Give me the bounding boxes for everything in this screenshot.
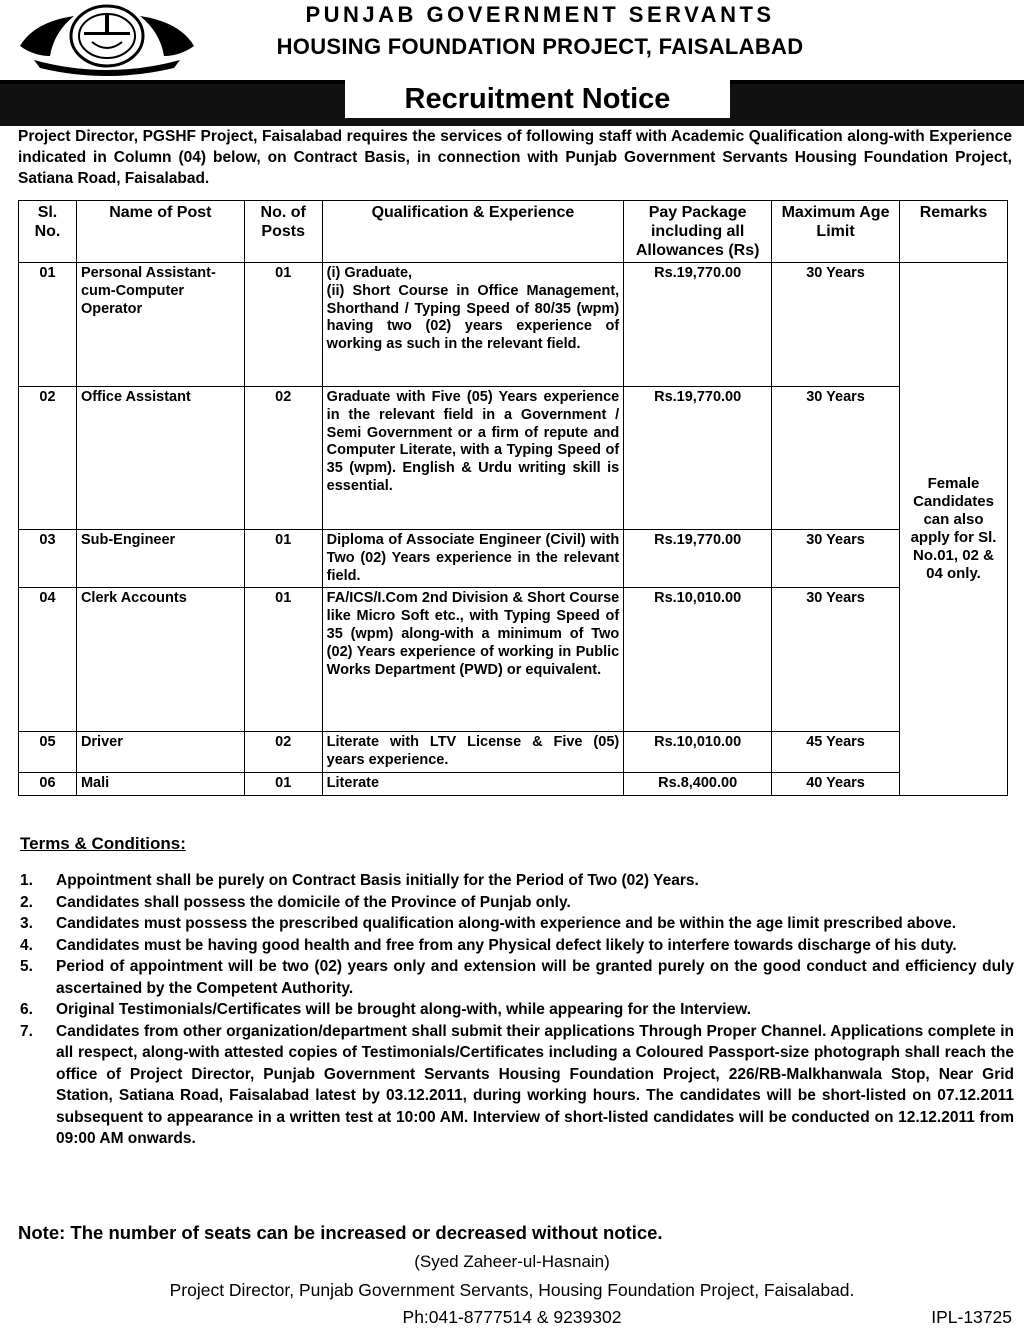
cell-pay: Rs.19,770.00 [624, 530, 772, 588]
table-row [19, 588, 1008, 732]
cell-sl-no: 05 [19, 732, 77, 773]
list-item [18, 1021, 1014, 1150]
cell-sl-no: 04 [19, 588, 77, 732]
term-text: Candidates from other organization/department shall submit their applications Through Proper Channel. Applications complete in all respect, along-with attested copies of Testimonials/Certificates including a Coloured Passport-size photograph shall reach the office of Project Director, Punjab Government Servants Housing Foundation Project, 226/RB-Malkhanwala Stop, Near Grid Station, Satiana Road, Faisalabad latest by 03.12.2011, during working hours. The candidates will be short-listed on 07.12.2011 subsequent to appearance in a written test at 10:00 AM. Interview of short-listed candidates will be conducted on 12.12.2011 from 09:00 AM onwards. [56, 1022, 1014, 1147]
term-text: Appointment shall be purely on Contract Basis initially for the Period of Two (02) Years. [56, 872, 699, 889]
cell-qualification: FA/ICS/I.Com 2nd Division & Short Course like Micro Soft etc., with Typing Speed of 35 (wpm) along-with a minimum of Two (02) Years experience of working in Public Works Department (PWD) or equivalent. [322, 588, 624, 732]
term-number: 1. [20, 872, 33, 889]
cell-no-of-posts: 01 [244, 772, 322, 795]
header-pay-package: Pay Package including all Allowances (Rs) [624, 201, 772, 263]
list-item [18, 870, 1014, 892]
cell-post-name: Driver [76, 732, 244, 773]
cell-qualification: Literate with LTV License & Five (05) years experience. [322, 732, 624, 773]
list-item [18, 999, 1014, 1021]
cell-no-of-posts: 02 [244, 732, 322, 773]
cell-sl-no: 06 [19, 772, 77, 795]
cell-pay: Rs.10,010.00 [624, 588, 772, 732]
term-number: 6. [20, 1001, 33, 1018]
table-row [19, 530, 1008, 588]
note-text: Note: The number of seats can be increased or decreased without notice. [18, 1222, 663, 1243]
cell-age: 30 Years [772, 263, 900, 387]
table-row [19, 387, 1008, 530]
table-row [19, 732, 1008, 773]
cell-qualification: Diploma of Associate Engineer (Civil) with Two (02) Years experience in the relevant field. [322, 530, 624, 588]
cell-post-name: Personal Assistant-cum-Computer Operator [76, 263, 244, 387]
signatory-name: (Syed Zaheer-ul-Hasnain) [414, 1252, 610, 1271]
term-number: 4. [20, 936, 33, 954]
table-row [19, 263, 1008, 387]
cell-sl-no: 02 [19, 387, 77, 530]
cell-post-name: Sub-Engineer [76, 530, 244, 588]
header-max-age: Maximum Age Limit [772, 201, 900, 263]
list-item [18, 935, 1014, 957]
term-text: Original Testimonials/Certificates will be brought along-with, while appearing for the Interview. [56, 1001, 752, 1018]
header-line-2: HOUSING FOUNDATION PROJECT, FAISALABAD [276, 34, 804, 59]
cell-post-name: Clerk Accounts [76, 588, 244, 732]
list-item [18, 892, 1014, 914]
term-text: Period of appointment will be two (02) years only and extension will be granted purely on the good conduct and efficiency duly ascertained by the Competent Authority. [56, 958, 1014, 997]
header-no-of-posts: No. of Posts [244, 201, 322, 263]
term-number: 5. [20, 958, 33, 975]
cell-pay: Rs.10,010.00 [624, 732, 772, 773]
cell-age: 45 Years [772, 732, 900, 773]
signatory-phone: Ph:041-8777514 & 9239302 [402, 1307, 622, 1327]
cell-qualification: Graduate with Five (05) Years experience in the relevant field in a Government / Semi Government or a firm of repute and Computer Literate, with a Typing Speed of 35 (wpm). English & Urdu writing skill is essential. [322, 387, 624, 530]
cell-remarks: Female Candidates can also apply for Sl. No.01, 02 & 04 only. [899, 263, 1007, 796]
signatory-title: Project Director, Punjab Government Servants, Housing Foundation Project, Faisalabad. [169, 1280, 855, 1300]
cell-age: 30 Years [772, 588, 900, 732]
cell-post-name: Mali [76, 772, 244, 795]
cell-age: 30 Years [772, 530, 900, 588]
header-qualification: Qualification & Experience [322, 201, 624, 263]
header-name-of-post: Name of Post [76, 201, 244, 263]
header-line-1: PUNJAB GOVERNMENT SERVANTS [305, 2, 775, 27]
term-text: Candidates must possess the prescribed qualification along-with experience and be within the age limit prescribed above. [56, 915, 957, 932]
cell-pay: Rs.19,770.00 [624, 263, 772, 387]
posts-table [18, 200, 1008, 796]
cell-post-name: Office Assistant [76, 387, 244, 530]
table-header-row [19, 201, 1008, 263]
table-row [19, 772, 1008, 795]
term-number: 7. [20, 1022, 33, 1040]
header-remarks: Remarks [899, 201, 1007, 263]
cell-sl-no: 01 [19, 263, 77, 387]
reference-code: IPL-13725 [931, 1307, 1012, 1327]
title-bar [0, 80, 1024, 126]
cell-age: 40 Years [772, 772, 900, 795]
intro-paragraph: Project Director, PGSHF Project, Faisalabad requires the services of following staff with Academic Qualification along-with Experience indicated in Column (04) below, on Contract Basis, in connection with Punjab Government Servants Housing Foundation Project, Satiana Road, Faisalabad. [18, 128, 1012, 187]
cell-qualification: (i) Graduate, (ii) Short Course in Office Management, Shorthand / Typing Speed of 80/35 (wpm) having two (02) years experience of working as such in the relevant field. [322, 263, 624, 387]
cell-qualification: Literate [322, 772, 624, 795]
punjab-government-emblem-icon [14, 2, 200, 76]
list-item [18, 956, 1014, 999]
cell-pay: Rs.19,770.00 [624, 387, 772, 530]
cell-sl-no: 03 [19, 530, 77, 588]
term-number: 2. [20, 893, 33, 911]
terms-list [18, 870, 1014, 1150]
cell-no-of-posts: 02 [244, 387, 322, 530]
header-sl-no: Sl. No. [19, 201, 77, 263]
list-item [18, 913, 1014, 935]
terms-heading: Terms & Conditions: [20, 834, 186, 853]
cell-no-of-posts: 01 [244, 530, 322, 588]
cell-no-of-posts: 01 [244, 263, 322, 387]
term-text: Candidates shall possess the domicile of the Province of Punjab only. [56, 893, 571, 911]
notice-title: Recruitment Notice [345, 80, 730, 118]
notice-header [0, 0, 1024, 82]
cell-pay: Rs.8,400.00 [624, 772, 772, 795]
cell-no-of-posts: 01 [244, 588, 322, 732]
term-text: Candidates must be having good health and free from any Physical defect likely to interfere towards discharge of his duty. [56, 936, 957, 954]
term-number: 3. [20, 915, 33, 932]
cell-age: 30 Years [772, 387, 900, 530]
